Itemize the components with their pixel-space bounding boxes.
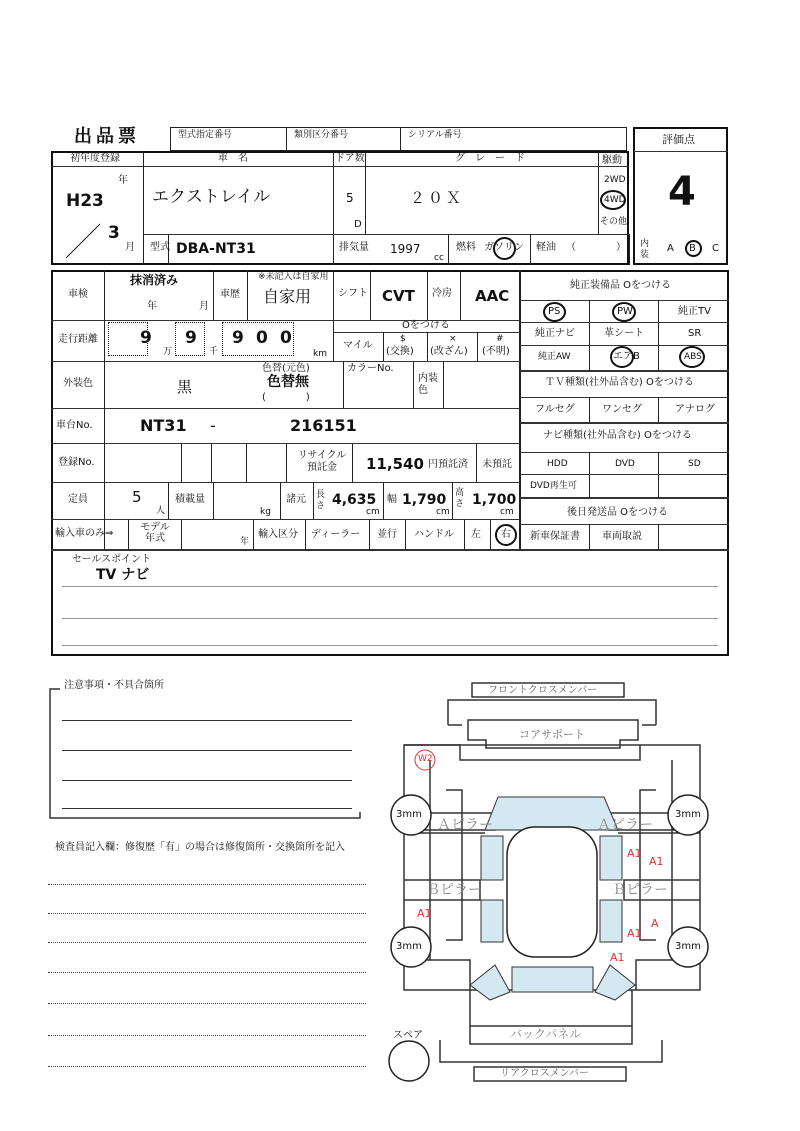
first-reg-year: H23 <box>66 191 104 211</box>
equip-airbag: エアB <box>613 351 640 362</box>
a-pillar-right: Ａピラー <box>597 817 653 833</box>
width-value: 1,790 <box>402 492 447 508</box>
doors-label: ドア数 <box>335 153 365 164</box>
car-name: エクストレイル <box>152 187 270 207</box>
ac-value: AAC <box>475 287 510 305</box>
fuel-gasoline: ガソリン <box>484 242 524 253</box>
category-label: 類別区分番号 <box>294 130 349 140</box>
repaint-value: 色替無 <box>267 374 309 390</box>
displacement-value: 1997 <box>390 242 421 256</box>
ext-color: 黒 <box>177 378 193 396</box>
model-value: DBA-NT31 <box>176 241 256 257</box>
drive-4wd: 4WD <box>604 195 626 205</box>
mileage-digit-3: 9 <box>232 328 244 348</box>
equip-abs: ABS <box>684 352 702 362</box>
damage-mark: A1 <box>627 927 642 940</box>
shaken-value: 抹消済み <box>130 273 179 287</box>
a-pillar-left: Ａピラー <box>437 817 493 833</box>
mileage-digit-4: 0 <box>256 328 268 348</box>
sales-label: セールスポイント <box>72 554 152 565</box>
first-reg-label: 初年度登録 <box>70 153 120 164</box>
first-reg-month: 3 <box>108 223 120 243</box>
interior-b: B <box>689 243 696 254</box>
sales-value: TV ナビ <box>96 567 150 583</box>
damage-mark-w2: W2 <box>418 754 433 764</box>
chassis-model: NT31 <box>140 416 187 435</box>
score-value: 4 <box>668 169 696 215</box>
height-value: 1,700 <box>472 492 517 508</box>
model-label: 型式 <box>150 242 170 253</box>
equip-ps: PS <box>548 306 561 317</box>
mileage-digit-5: 0 <box>280 328 292 348</box>
car-name-label: 車 名 <box>218 153 248 164</box>
damage-mark: A1 <box>610 951 625 964</box>
core-support-label: コアサポート <box>519 728 585 741</box>
drive-label: 駆動 <box>602 155 622 166</box>
equip-pw: PW <box>617 306 633 317</box>
b-pillar-right: Ｂピラー <box>612 882 668 898</box>
tire-rl: 3mm <box>396 941 422 952</box>
equipment-title: 純正装備品 Oをつける <box>570 280 672 291</box>
mileage-digit-1: 9 <box>140 328 152 348</box>
serial-label: シリアル番号 <box>408 130 462 140</box>
type-code-label: 型式指定番号 <box>178 130 233 140</box>
grade-label: グ レ ー ド <box>455 153 525 164</box>
tire-fr: 3mm <box>675 809 701 820</box>
recycle-value: 11,540 <box>366 455 424 473</box>
notes-label: 注意事項・不具合箇所 <box>64 680 164 691</box>
grade-value: ２０Ｘ <box>410 189 465 207</box>
score-label: 評価点 <box>662 133 695 146</box>
shift-value: CVT <box>382 287 415 305</box>
handle-right: 右 <box>501 529 511 540</box>
mileage-digit-2: 9 <box>185 328 197 348</box>
damage-mark: A1 <box>649 855 664 868</box>
back-panel-label: バックパネル <box>510 1027 582 1041</box>
front-cross-label: フロントクロスメンバー <box>488 685 598 696</box>
history-value: 自家用 <box>263 287 312 306</box>
tire-rr: 3mm <box>675 941 701 952</box>
damage-mark: A1 <box>627 847 642 860</box>
length-value: 4,635 <box>332 492 377 508</box>
capacity-value: 5 <box>132 488 142 506</box>
spare-label: スペア <box>393 1030 423 1041</box>
damage-mark: A <box>651 917 659 930</box>
b-pillar-left: Ｂピラー <box>426 882 482 898</box>
damage-mark: A1 <box>417 907 432 920</box>
chassis-number: 216151 <box>290 416 357 435</box>
doors-value: 5 <box>346 191 354 205</box>
tire-fl: 3mm <box>396 809 422 820</box>
rear-cross-label: リアクロスメンバー <box>500 1068 589 1079</box>
form-title: 出品票 <box>74 126 140 147</box>
inspector-label: 検査員記入欄：修復歴「有」の場合は修復箇所・交換箇所を記入 <box>55 842 345 853</box>
